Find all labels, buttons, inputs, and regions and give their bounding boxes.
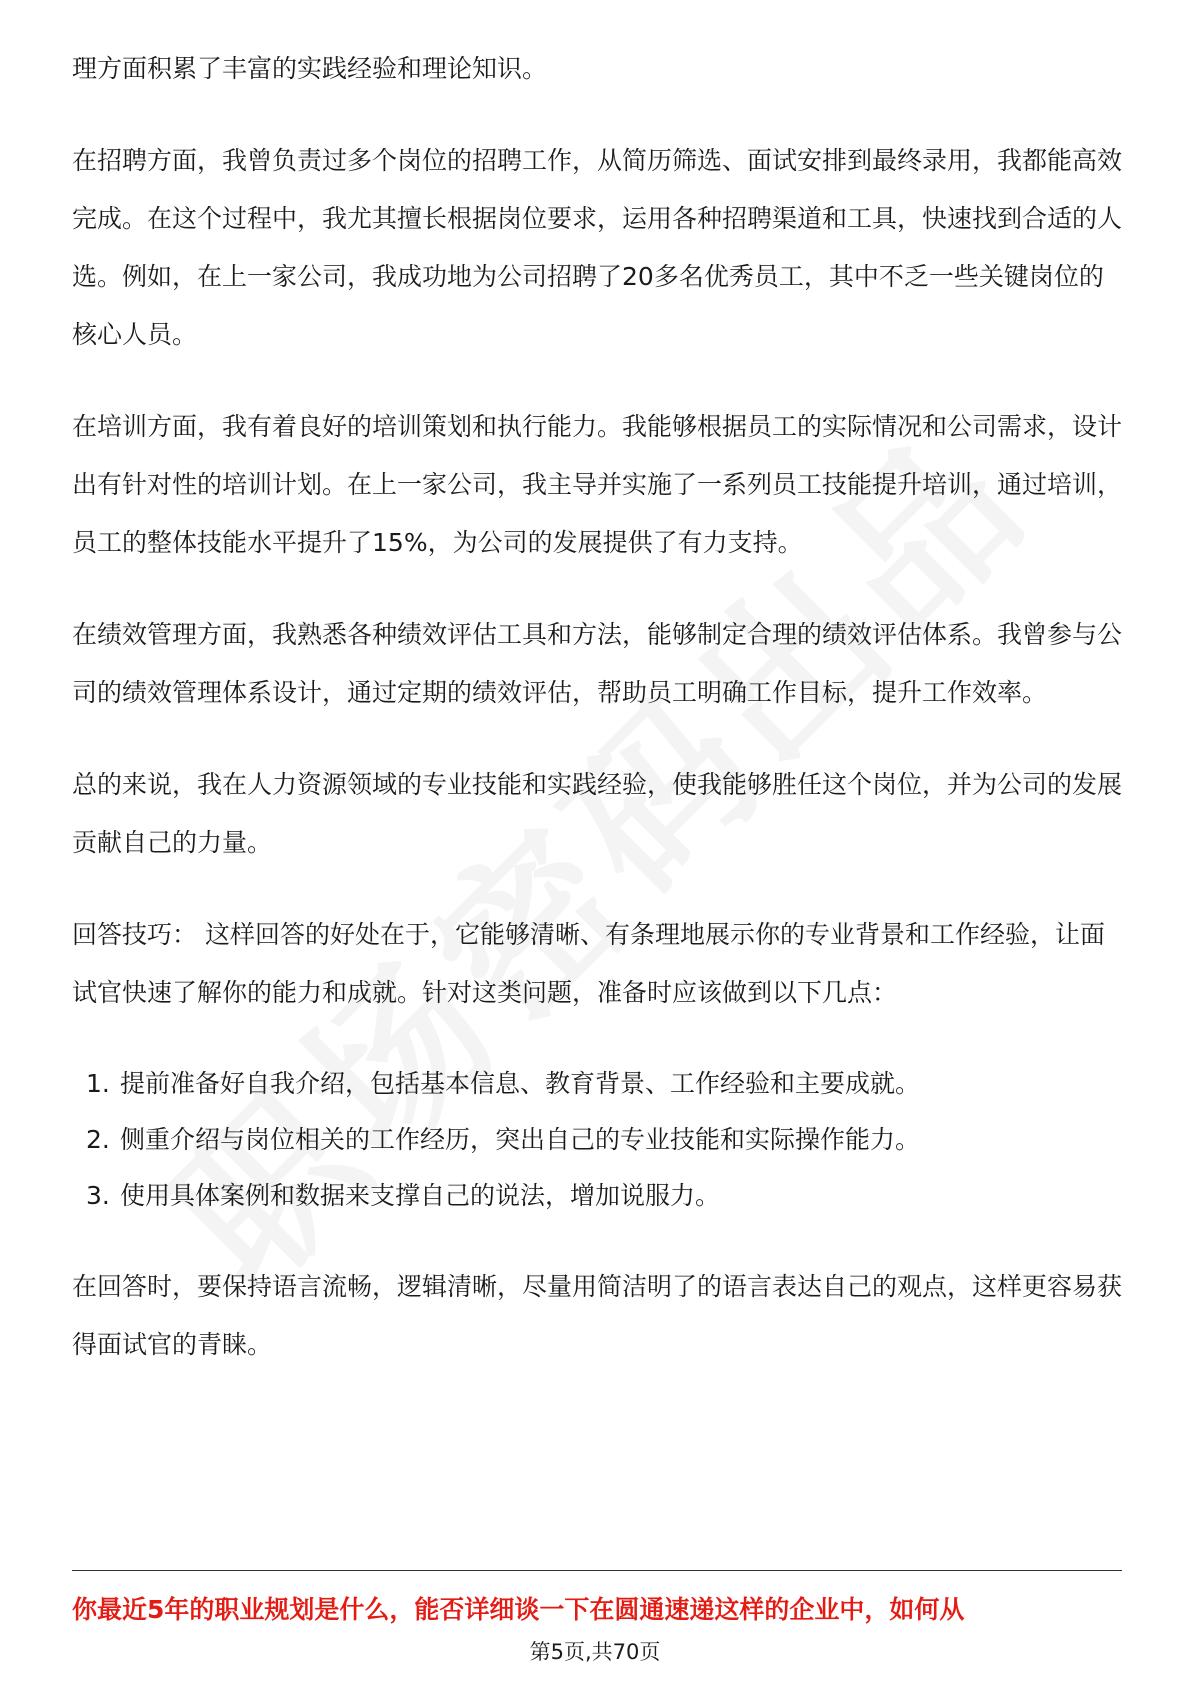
paragraph-answer-tips: 回答技巧： 这样回答的好处在于，它能够清晰、有条理地展示你的专业背景和工作经验，让面试官快速了解你的能力和成就。针对这类问题，准备时应该做到以下几点：: [72, 920, 1105, 1007]
paragraph-recruitment: 在招聘方面，我曾负责过多个岗位的招聘工作，从简历筛选、面试安排到最终录用，我都能高效完成。在这个过程中，我尤其擅长根据岗位要求，运用各种招聘渠道和工具，快速找到合适的人选。例如，在上一家公司，我成功地为公司招聘了20多名优秀员工，其中不乏一些关键岗位的核心人员。: [72, 146, 1123, 349]
list-number: 3.: [86, 1181, 110, 1210]
list-text: 提前准备好自我介绍，包括基本信息、教育背景、工作经验和主要成就。: [120, 1069, 921, 1098]
paragraph-closing: 在回答时，要保持语言流畅，逻辑清晰，尽量用简洁明了的语言表达自己的观点，这样更容易获得面试官的青睐。: [72, 1272, 1123, 1359]
page-number: 第5页,共70页: [529, 1640, 661, 1664]
list-item: [72, 1112, 1122, 1168]
divider: [72, 1570, 1122, 1571]
paragraph-summary: 总的来说，我在人力资源领域的专业技能和实践经验，使我能够胜任这个岗位，并为公司的发展贡献自己的力量。: [72, 770, 1123, 857]
paragraph-training: 在培训方面，我有着良好的培训策划和执行能力。我能够根据员工的实际情况和公司需求，设计出有针对性的培训计划。在上一家公司，我主导并实施了一系列员工技能提升培训，通过培训，员工的整体技能水平提升了15%，为公司的发展提供了有力支持。: [72, 412, 1123, 557]
list-number: 1.: [86, 1069, 110, 1098]
list-text: 侧重介绍与岗位相关的工作经历，突出自己的专业技能和实际操作能力。: [120, 1125, 921, 1154]
list-text: 使用具体案例和数据来支撑自己的说法，增加说服力。: [120, 1181, 721, 1210]
document-body: [72, 40, 1122, 1408]
list-item: [72, 1056, 1122, 1112]
paragraph-intro-tail: 理方面积累了丰富的实践经验和理论知识。: [72, 54, 548, 83]
list-item: [72, 1168, 1122, 1224]
tips-list: [72, 1056, 1122, 1224]
list-number: 2.: [86, 1125, 110, 1154]
next-question-heading: 你最近5年的职业规划是什么，能否详细谈一下在圆通速递这样的企业中，如何从: [72, 1595, 965, 1624]
paragraph-performance: 在绩效管理方面，我熟悉各种绩效评估工具和方法，能够制定合理的绩效评估体系。我曾参与公司的绩效管理体系设计，通过定期的绩效评估，帮助员工明确工作目标，提升工作效率。: [72, 620, 1123, 707]
